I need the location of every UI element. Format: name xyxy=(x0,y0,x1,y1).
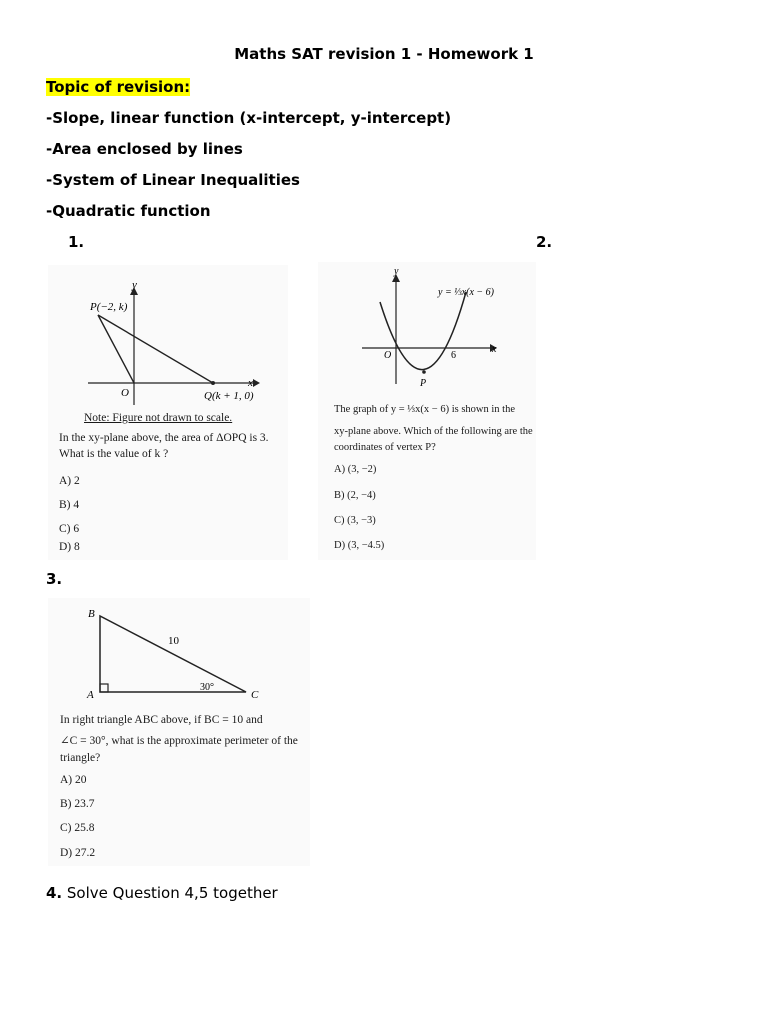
question-3-text: In right triangle ABC above, if BC = 10 and xyxy=(60,714,263,726)
question-3-option: A) 20 xyxy=(60,774,87,786)
question-1-figure xyxy=(48,265,288,415)
triangle-abc xyxy=(100,616,246,692)
equation-label: y = ⅓x(x − 6) xyxy=(438,287,494,298)
topic-item: -System of Linear Inequalities xyxy=(46,171,300,189)
question-3-option: C) 25.8 xyxy=(60,822,95,834)
vertex-b-label: B xyxy=(88,608,95,620)
x-axis-label: x xyxy=(492,344,497,355)
question-1-option: A) 2 xyxy=(59,475,80,487)
right-angle-mark xyxy=(100,684,108,692)
y-axis-label: y xyxy=(394,266,399,277)
vertex-c-label: C xyxy=(251,689,259,701)
question-1-note: Note: Figure not drawn to scale. xyxy=(84,412,233,424)
question-4-number: 4. xyxy=(46,884,63,902)
vertex-label: P xyxy=(420,378,427,389)
question-3-option: D) 27.2 xyxy=(60,847,96,859)
question-2-figure xyxy=(318,262,536,397)
page-title xyxy=(0,45,768,63)
question-3-option: B) 23.7 xyxy=(60,798,95,810)
topic-item: -Slope, linear function (x-intercept, y-intercept) xyxy=(46,109,452,127)
origin-label: O xyxy=(384,350,392,361)
question-3-number: 3. xyxy=(46,570,63,588)
topic-item: -Area enclosed by lines xyxy=(46,140,243,158)
question-2-text: The graph of y = ⅓x(x − 6) is shown in the xyxy=(334,404,515,415)
question-1-panel xyxy=(48,265,288,560)
question-1-text: What is the value of k ? xyxy=(59,448,169,460)
question-2-option: C) (3, −3) xyxy=(334,515,376,526)
question-3-text: triangle? xyxy=(60,752,101,764)
question-2-option: B) (2, −4) xyxy=(334,490,376,501)
question-3-text: ∠C = 30°, what is the approximate perimeter of the xyxy=(60,735,298,747)
topic-heading xyxy=(46,78,190,96)
question-2-panel xyxy=(318,262,536,560)
question-1-number: 1. xyxy=(68,233,85,251)
origin-label: O xyxy=(121,387,129,399)
question-4-line xyxy=(46,884,278,902)
x-axis-arrow xyxy=(253,379,260,387)
question-1-option: B) 4 xyxy=(59,499,80,511)
vertex-a-label: A xyxy=(87,689,94,701)
topic-item: -Quadratic function xyxy=(46,202,211,220)
question-3-panel xyxy=(48,598,310,866)
topic-heading-text: Topic of revision: xyxy=(46,78,191,96)
question-1-option: D) 8 xyxy=(59,541,80,553)
point-q-label: Q(k + 1, 0) xyxy=(204,390,254,402)
question-4-text: Solve Question 4,5 together xyxy=(62,884,278,902)
angle-label: 30° xyxy=(200,682,214,693)
page-title-text: Maths SAT revision 1 - Homework 1 xyxy=(234,45,534,63)
question-2-text: xy-plane above. Which of the following are the xyxy=(334,426,533,437)
x-axis-label: x xyxy=(248,377,253,389)
question-1-text: In the xy-plane above, the area of ΔOPQ is 3. xyxy=(59,432,269,444)
hypotenuse-label: 10 xyxy=(168,635,179,647)
vertex-p xyxy=(422,370,426,374)
question-2-number: 2. xyxy=(536,233,553,251)
question-3-figure xyxy=(48,598,310,708)
x-intercept-label: 6 xyxy=(451,350,456,361)
question-2-option: D) (3, −4.5) xyxy=(334,540,385,551)
question-1-option: C) 6 xyxy=(59,523,80,535)
y-axis-label: y xyxy=(132,279,137,291)
question-2-text: coordinates of vertex P? xyxy=(334,442,436,453)
point-p-label: P(−2, k) xyxy=(90,301,128,313)
question-2-option: A) (3, −2) xyxy=(334,464,377,475)
point-q xyxy=(211,381,215,385)
